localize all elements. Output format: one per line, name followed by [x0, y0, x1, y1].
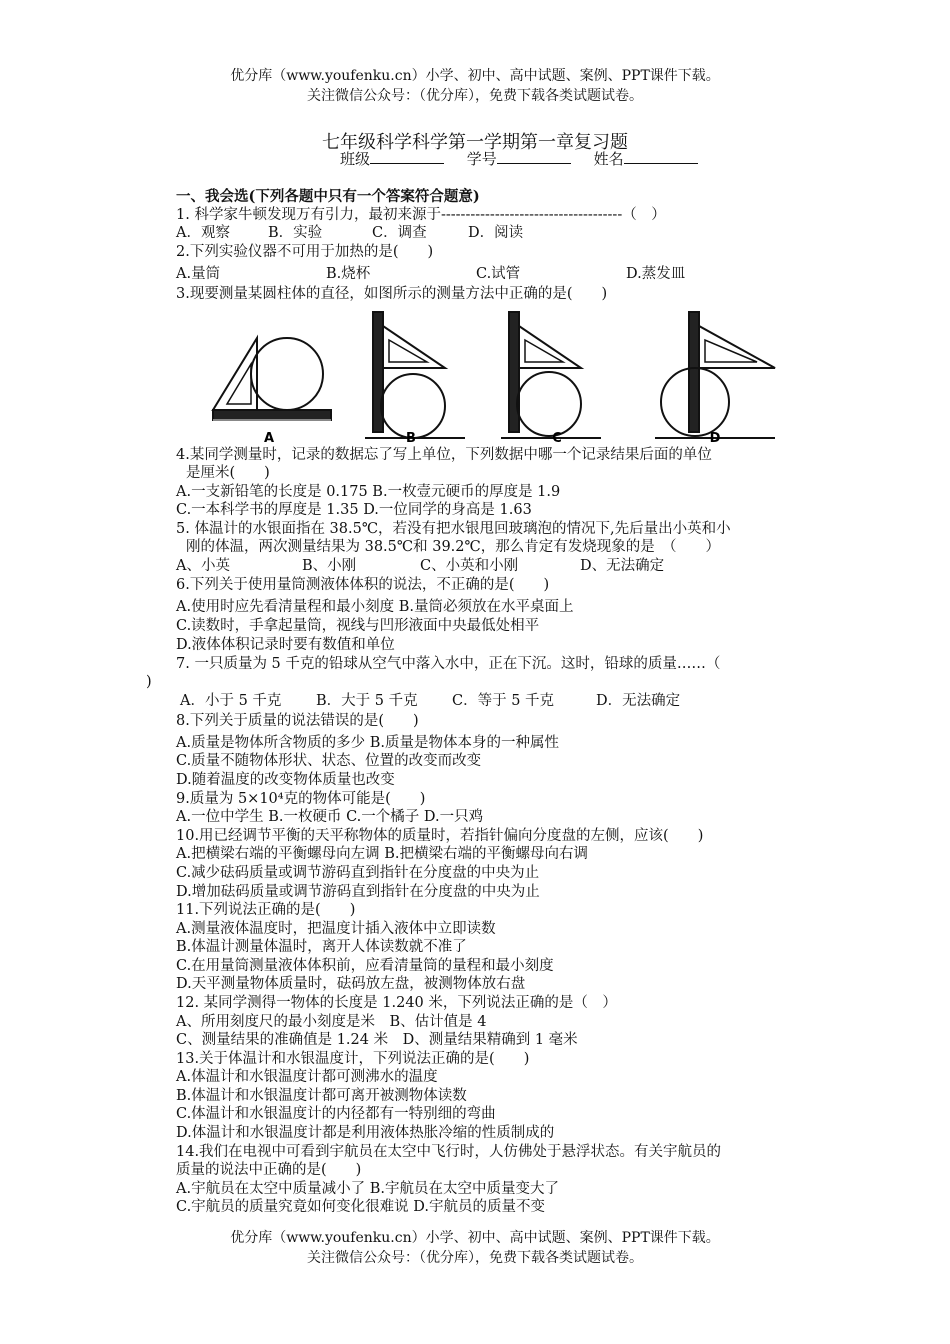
q13-option-c: C.体温计和水银温度计的内径都有一特别细的弯曲 — [176, 1106, 496, 1122]
figure-d — [655, 312, 775, 438]
q14-stem-2: 质量的说法中正确的是( ) — [176, 1162, 362, 1178]
q4-options-cd: C.一本科学书的厚度是 1.35 D.一位同学的身高是 1.63 — [176, 502, 532, 518]
figure-label-d: D — [709, 431, 721, 446]
q2-options — [176, 265, 816, 283]
q6-option-c: C.读数时，手拿起量筒，视线与凹形液面中央最低处相平 — [176, 618, 540, 634]
q13-option-a: A.体温计和水银温度计都可测沸水的温度 — [176, 1069, 438, 1085]
figure-b — [365, 312, 465, 438]
q14-options-cd: C.宇航员的质量究竟如何变化很难说 D.宇航员的质量不变 — [176, 1199, 546, 1215]
header-line-2: 关注微信公众号：（优分库），免费下载各类试题试卷。 — [307, 88, 643, 104]
name-label: 姓名 — [593, 150, 624, 168]
q2-option-a: A.量筒 — [176, 266, 221, 282]
q14-options-ab: A.宇航员在太空中质量减小了 B.宇航员在太空中质量变大了 — [176, 1181, 559, 1197]
header-line-1: 优分库（www.youfenku.cn）小学、初中、高中试题、案例、PPT课件下载。 — [230, 68, 720, 84]
q12-options-ab: A、所用刻度尺的最小刻度是米 B、估计值是 4 — [176, 1014, 487, 1030]
q13-option-b: B.体温计和水银温度计都可离开被测物体读数 — [176, 1088, 467, 1104]
q7-option-c: C．等于 5 千克 — [452, 693, 555, 709]
q5-option-a: A、小英 — [176, 558, 230, 574]
figure-label-a: A — [263, 431, 275, 446]
q8-option-d: D.随着温度的改变物体质量也改变 — [176, 772, 395, 788]
q7-options — [180, 692, 820, 710]
figure-label-b: B — [406, 431, 416, 446]
q6-stem: 6.下列关于使用量筒测液体体积的说法，不正确的是( ) — [176, 577, 550, 593]
id-label: 学号 — [466, 150, 497, 168]
q2-option-d: D.蒸发皿 — [626, 266, 686, 282]
footer-line-1: 优分库（www.youfenku.cn）小学、初中、高中试题、案例、PPT课件下载。 — [230, 1230, 720, 1246]
q13-stem: 13.关于体温计和水银温度计，下列说法正确的是( ) — [176, 1051, 530, 1067]
q3-stem: 3.现要测量某圆柱体的直径，如图所示的测量方法中正确的是( ) — [176, 286, 608, 302]
section-heading: 一、我会选(下列各题中只有一个答案符合题意) — [176, 188, 480, 205]
q10-option-d: D.增加砝码质量或调节游码直到指针在分度盘的中央为止 — [176, 884, 540, 900]
q5-stem-1: 5. 体温计的水银面指在 38.5℃，若没有把水银甩回玻璃泡的情况下,先后量出小英和小 — [176, 521, 731, 537]
q2-stem: 2.下列实验仪器不可用于加热的是( ) — [176, 244, 434, 260]
footer-line-2: 关注微信公众号：（优分库），免费下载各类试题试卷。 — [307, 1250, 643, 1266]
q1-option-d: D．阅读 — [468, 225, 524, 241]
q1-options — [176, 224, 816, 242]
cylinder-measurement-figure — [205, 306, 795, 446]
id-field[interactable] — [497, 149, 571, 164]
q11-stem: 11.下列说法正确的是( ) — [176, 902, 356, 918]
q1-option-a: A．观察 — [176, 225, 230, 241]
q11-option-d: D.天平测量物体质量时，砝码放左盘，被测物体放右盘 — [176, 976, 526, 992]
q13-option-d: D.体温计和水银温度计都是利用液体热胀冷缩的性质制成的 — [176, 1125, 555, 1141]
class-field[interactable] — [370, 149, 444, 164]
q11-option-c: C.在用量筒测量液体体积前，应看清量筒的量程和最小刻度 — [176, 958, 554, 974]
figure-c — [501, 312, 601, 438]
class-label: 班级 — [340, 150, 371, 168]
q8-options-ab: A.质量是物体所含物质的多少 B.质量是物体本身的一种属性 — [176, 735, 559, 751]
q4-options-ab: A.一支新铅笔的长度是 0.175 B.一枚壹元硬币的厚度是 1.9 — [176, 484, 561, 500]
q2-option-c: C.试管 — [476, 266, 521, 282]
q7-option-d: D．无法确定 — [596, 693, 681, 709]
figure-a — [213, 338, 331, 420]
q9-options: A.一位中学生 B.一枚硬币 C.一个橘子 D.一只鸡 — [176, 809, 484, 825]
q7-stem-tail: ) — [146, 674, 152, 690]
q6-option-d: D.液体体积记录时要有数值和单位 — [176, 637, 395, 653]
q5-option-b: B、小刚 — [302, 558, 357, 574]
q1-option-c: C．调查 — [372, 225, 427, 241]
q5-stem-2: 刚的体温，两次测量结果为 38.5℃和 39.2℃，那么肯定有发烧现象的是 （ ） — [186, 539, 720, 555]
q10-option-c: C.减少砝码质量或调节游码直到指针在分度盘的中央为止 — [176, 865, 540, 881]
q7-stem: 7. 一只质量为 5 千克的铅球从空气中落入水中，正在下沉。这时，铅球的质量……（ — [176, 656, 721, 672]
q2-option-b: B.烧杯 — [326, 266, 371, 282]
q7-option-b: B．大于 5 千克 — [316, 693, 418, 709]
q8-option-c: C.质量不随物体形状、状态、位置的改变而改变 — [176, 753, 482, 769]
q12-options-cd: C、测量结果的准确值是 1.24 米 D、测量结果精确到 1 毫米 — [176, 1032, 578, 1048]
figure-label-c: C — [552, 431, 562, 446]
q5-option-c: C、小英和小刚 — [420, 558, 519, 574]
q9-stem: 9.质量为 5×10⁴克的物体可能是( ) — [176, 791, 426, 807]
q10-options-ab: A.把横梁右端的平衡螺母向左调 B.把横梁右端的平衡螺母向右调 — [176, 846, 588, 862]
q6-options-ab: A.使用时应先看清量程和最小刻度 B.量筒必须放在水平桌面上 — [176, 599, 574, 615]
q11-option-a: A.测量液体温度时，把温度计插入液体中立即读数 — [176, 921, 496, 937]
q5-option-d: D、无法确定 — [580, 558, 665, 574]
name-field[interactable] — [624, 149, 698, 164]
q4-stem-1: 4.某同学测量时，记录的数据忘了写上单位，下列数据中哪一个记录结果后面的单位 — [176, 447, 712, 463]
q11-option-b: B.体温计测量体温时，离开人体读数就不准了 — [176, 939, 467, 955]
q12-stem: 12. 某同学测得一物体的长度是 1.240 米，下列说法正确的是（ ） — [176, 995, 617, 1011]
q1-stem: 1. 科学家牛顿发现万有引力，最初来源于-------------------------------------（ ） — [176, 207, 666, 223]
q4-stem-2: 是厘米( ) — [186, 465, 270, 481]
q10-stem: 10.用已经调节平衡的天平称物体的质量时，若指针偏向分度盘的左侧，应该( ) — [176, 828, 704, 844]
student-info — [340, 148, 716, 169]
page-title: 七年级科学科学第一学期第一章复习题 — [322, 132, 628, 153]
q14-stem-1: 14.我们在电视中可看到宇航员在太空中飞行时，人仿佛处于悬浮状态。有关宇航员的 — [176, 1144, 722, 1160]
q7-option-a: A．小于 5 千克 — [180, 693, 282, 709]
q1-option-b: B．实验 — [268, 225, 323, 241]
q5-options — [176, 557, 816, 575]
q8-stem: 8.下列关于质量的说法错误的是( ) — [176, 713, 419, 729]
